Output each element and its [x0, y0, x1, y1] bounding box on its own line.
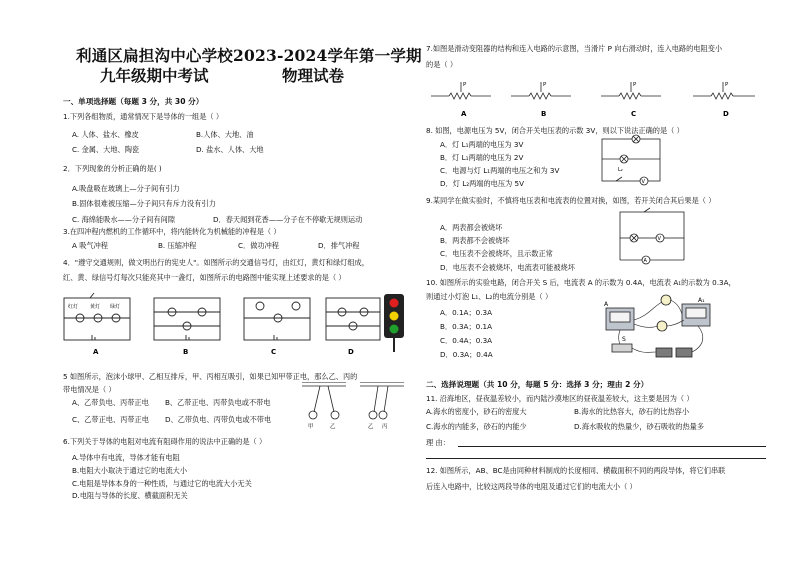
- q2-option-a: A.吸盘吸在玻璃上—分子间有引力: [72, 184, 180, 193]
- q6-option-a: A.导体中有电流，导体才能有电阻: [72, 453, 180, 462]
- traffic-light-red: [390, 299, 399, 308]
- q4-lamp-label-red: 红灯: [68, 304, 79, 310]
- traffic-light-yellow: [390, 312, 399, 321]
- q4-circuit-a-switch: [90, 293, 94, 298]
- q5-ball-label-yi: 乙: [330, 424, 336, 430]
- q9-option-d: D．电压表不会被烧坏，电流表可能被烧坏: [440, 263, 575, 272]
- q4-label-d: D: [348, 348, 354, 356]
- section1-heading: 一、单项选择题（每题 3 分，共 30 分）: [63, 97, 204, 106]
- q9-circuit-frame: [620, 212, 684, 238]
- q6-option-b: B.电阻大小取决于通过它的电流大小: [72, 466, 188, 475]
- q5-thread-bing: [384, 386, 388, 412]
- q4-stem-line2: 红、黄、绿信号灯每次只能亮其中一盏灯，如图所示的电路图中能实现上述要求的是（ ）: [63, 273, 346, 282]
- q8-switch: [616, 177, 622, 181]
- q10-wire-a-to-l2: [634, 324, 658, 327]
- q2-stem: 2．下列现象的分析正确的是( ): [63, 164, 162, 173]
- q1-stem: 1.下列各组物质，通常情况下是导体的一组是（ ）: [63, 112, 224, 121]
- q8-circuit-frame: [602, 139, 660, 181]
- q10-switch-label: S: [622, 336, 626, 343]
- q10-option-d: D．0.3A；0.4A: [440, 350, 493, 359]
- q1-option-a: A. 人体、盐水、橡皮: [72, 130, 139, 139]
- q5-ball-yi: [331, 411, 339, 419]
- q10-wire-a-to-l1: [634, 302, 662, 320]
- q1-option-b: B.人体、大地、油: [196, 130, 254, 139]
- q9-option-b: B．两表都不会被烧坏: [440, 236, 510, 245]
- q8-option-a: A．灯 L₁两端的电压为 3V: [440, 140, 524, 149]
- q3-stem: 3.在四冲程内燃机的工作循环中，将内能转化为机械能的冲程是（ ）: [63, 227, 281, 236]
- q7-stem-line2: 的是（ ）: [426, 60, 458, 69]
- q10-option-a: A．0.1A；0.3A: [440, 308, 492, 317]
- q5-ball-yi-2: [369, 411, 377, 419]
- q4-label-a: A: [93, 348, 99, 356]
- q2-option-b: B.固体很难被压缩—分子间只有斥力没有引力: [72, 199, 216, 208]
- q4-stem-line1: 4．"遵守交通规则，做文明出行的宪史人"。如图所示的交通信号灯，由红灯，黄灯和绿灯组成，: [63, 258, 369, 267]
- q5-option-d: D、乙带负电、丙带负电或不带电: [165, 415, 272, 424]
- q10-ammeter-a-dial: [610, 312, 630, 322]
- q4-circuit-diagrams: [60, 288, 412, 356]
- q4-circuit-c-lamp-green: [292, 302, 300, 310]
- q7-rheostat-diagrams: [425, 72, 775, 118]
- q3-option-c: C．做功冲程: [238, 241, 279, 250]
- q5-ball-bing: [379, 411, 387, 419]
- q6-stem: 6.下列关于导体的电阻对电流有阻碍作用的说法中正确的是（ ）: [63, 437, 267, 446]
- q9-option-c: C．电压表不会被烧坏，且示数正常: [440, 249, 553, 258]
- q10-option-b: B．0.3A；0.1A: [440, 322, 493, 331]
- q7-slider-label-b: P: [543, 82, 547, 88]
- q1-option-c: C. 金属、大地、陶瓷: [72, 145, 140, 154]
- q10-wire-battery-to-a1: [692, 326, 703, 352]
- q5-thread-yi-2: [374, 386, 378, 412]
- q10-ammeter-a-label: A: [604, 301, 609, 308]
- q7-slider-label-d: P: [725, 82, 729, 88]
- q10-bulb-l1: [661, 295, 671, 305]
- q10-wire-l2-to-a1: [666, 320, 684, 326]
- traffic-light-green: [390, 325, 399, 334]
- q7-slider-label-a: P: [463, 82, 467, 88]
- q12-stem-line1: 12. 如图所示，AB、BC是由同种材料制成的长度相同、横截面积不同的两段导体，将它们串联: [426, 466, 726, 475]
- q7-label-a: A: [461, 110, 467, 118]
- q5-stem-line1: 5 如图所示，泡沫小球甲、乙相互排斥，甲、丙相互吸引，如果已知甲带正电，那么乙、丙的: [63, 372, 358, 381]
- q12-stem-line2: 后连入电路中，比较这两段导体的电阻及通过它们的电流大小（ ）: [426, 482, 637, 491]
- q10-wire-switch-to-battery: [632, 348, 656, 352]
- q7-stem-line1: 7.如图是滑动变阻器的结构和连入电路的示意图，当滑片 P 向右滑动时，连入电路的电阻变小: [426, 44, 723, 53]
- q5-thread-yi: [328, 386, 334, 412]
- q5-option-a: A、乙带负电、丙带正电: [72, 398, 149, 407]
- q10-apparatus-figure: [598, 286, 718, 368]
- q9-voltmeter-symbol: V: [657, 236, 661, 242]
- q3-option-b: B. 压缩冲程: [158, 241, 197, 250]
- q8-circuit-diagram: [596, 133, 668, 189]
- q11-reason-label: 理 由：: [426, 438, 450, 447]
- q11-option-d: D.海水吸收的热量少，砂石吸收的热量多: [574, 422, 705, 431]
- q10-ammeter-a1-dial: [686, 308, 706, 318]
- q4-circuit-c-lamp-red: [256, 302, 264, 310]
- q7-label-b: B: [541, 110, 547, 118]
- q8-option-b: B．灯 L₁两端的电压为 2V: [440, 153, 524, 162]
- q11-stem: 11. 沿海地区，昼夜温差较小，而内陆沙漠地区的昼夜温差较大，这主要是因为（ ）: [426, 394, 694, 403]
- q8-lamp-l2-label: L₂: [618, 167, 623, 173]
- q7-label-c: C: [631, 110, 637, 118]
- q11-reason-answer-line-2[interactable]: [426, 458, 766, 459]
- q5-ball-jia: [309, 411, 317, 419]
- q10-battery-1: [656, 348, 672, 357]
- q11-option-c: C.海水的内能多，砂石的内能少: [426, 422, 527, 431]
- q7-rheostat-d-coil: [711, 93, 733, 99]
- q11-reason-answer-line[interactable]: [458, 446, 766, 447]
- q10-option-c: C．0.4A；0.3A: [440, 336, 493, 345]
- q10-wire-a-to-switch: [619, 330, 621, 344]
- q11-option-a: A.海水的密度小，砂石的密度大: [426, 407, 527, 416]
- q5-charged-balls-figure: [300, 382, 410, 430]
- q2-option-c: C. 海绵能吸水——分子间有间隙: [72, 215, 176, 224]
- q9-option-a: A．两表都会被烧坏: [440, 223, 503, 232]
- q9-stem: 9.某同学在做实验时，不慎将电压表和电流表的位置对换，如图，若开关闭合其后果是（ ）: [426, 196, 716, 205]
- q5-stem-line2: 带电情况是（ ）: [63, 385, 116, 394]
- q5-ball-label-bing: 丙: [382, 424, 388, 430]
- q5-ball-label-jia: 甲: [308, 424, 314, 430]
- q5-option-b: B、乙带正电、丙带负电或不带电: [165, 398, 271, 407]
- q10-switch-s: [612, 344, 632, 352]
- q1-option-d: D. 盐水、人体、大地: [196, 145, 264, 154]
- q8-option-c: C．电源与灯 L₁两端的电压之和为 3V: [440, 166, 560, 175]
- q4-circuit-d-frame: [326, 298, 380, 340]
- q4-circuit-b-frame: [154, 298, 220, 340]
- q7-rheostat-a-coil: [449, 93, 471, 99]
- q5-ball-label-yi-2: 乙: [368, 424, 374, 430]
- exam-title-grade: 九年级期中考试: [100, 66, 209, 85]
- q10-stem-line2: 则通过小灯泡 L₁、L₂的电流分别是（ ）: [426, 292, 553, 301]
- q4-lamp-label-green: 绿灯: [110, 304, 121, 310]
- q4-label-c: C: [271, 348, 277, 356]
- q9-circuit-diagram: [614, 206, 692, 268]
- exam-title-line1: 利通区扁担沟中心学校2023-2024学年第一学期: [76, 46, 422, 65]
- q8-option-d: D．灯 L₂两端的电压为 5V: [440, 179, 524, 188]
- q10-stem-line1: 10. 如图所示的实验电路，闭合开关 S 后，电流表 A 的示数为 0.4A，电流表 A₁的示数为 0.3A，: [426, 278, 736, 287]
- q7-slider-label-c: P: [633, 82, 637, 88]
- q10-wire-l1-to-a1: [670, 300, 682, 314]
- section2-heading: 二、选择说理题（共 10 分，每题 5 分：选择 3 分；理由 2 分）: [426, 380, 649, 389]
- q9-ammeter-symbol: A: [643, 258, 647, 264]
- q6-option-c: C.电阻是导体本身的一种性质，与通过它的电流大小无关: [72, 479, 252, 488]
- q7-rheostat-b-coil: [529, 93, 551, 99]
- q3-option-d: D．排气冲程: [318, 241, 360, 250]
- q4-label-b: B: [183, 348, 189, 356]
- q8-stem: 8. 如图，电源电压为 5V，闭合开关电压表的示数 3V，则以下说法正确的是（ ）: [426, 126, 684, 135]
- q3-option-a: A 吸气冲程: [72, 241, 108, 250]
- q11-option-b: B.海水的比热容大，砂石的比热容小: [574, 407, 690, 416]
- q10-ammeter-a1-label: A₁: [698, 297, 705, 304]
- q7-rheostat-c-coil: [619, 93, 641, 99]
- q2-option-d: D．春天闻到花香——分子在不停歇无规则运动: [213, 215, 363, 224]
- exam-title-subject: 物理试卷: [282, 66, 345, 85]
- q9-switch: [644, 208, 650, 212]
- q5-option-c: C、乙带正电、丙带正电: [72, 415, 149, 424]
- q7-label-d: D: [723, 110, 729, 118]
- q10-battery-2: [676, 348, 692, 357]
- q5-support-hatching: [302, 382, 404, 383]
- q10-bulb-l2: [657, 321, 667, 331]
- q4-lamp-label-yellow: 黄灯: [90, 304, 101, 310]
- q8-voltmeter-symbol: V: [641, 179, 645, 185]
- q5-thread-jia: [314, 386, 320, 412]
- q6-option-d: D.电阻与导体的长度、横截面积无关: [72, 491, 188, 500]
